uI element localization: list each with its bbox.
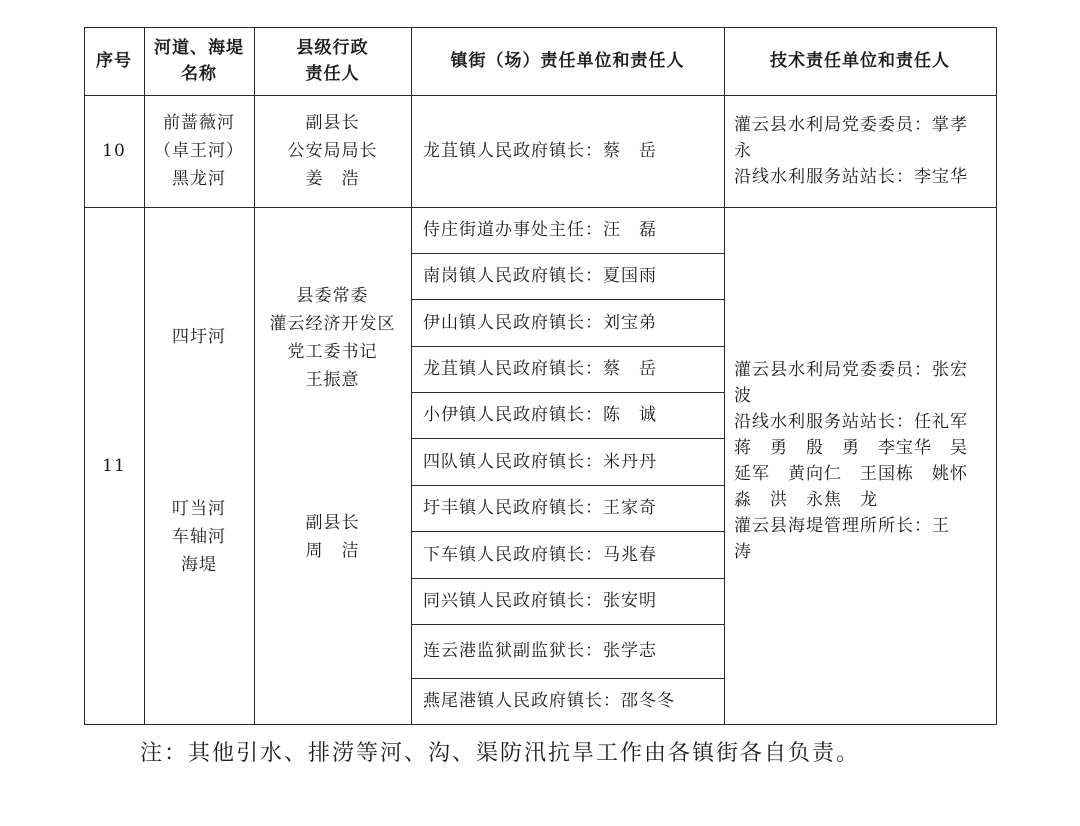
header-river-line2: 名称 (181, 64, 217, 84)
row11-tech-line5: 延军 黄向仁 王国栋 姚怀 (734, 464, 968, 484)
town-cell: 燕尾港镇人民政府镇长：邵冬冬 (423, 691, 675, 711)
town-cell: 龙苴镇人民政府镇长：蔡 岳 (423, 359, 657, 379)
row10-county-line3: 姜 浩 (305, 169, 360, 189)
row11-seq: 11 (102, 455, 126, 476)
header-river-line1: 河道、海堤 (154, 38, 244, 58)
row11-county-a-line3: 党工委书记 (287, 342, 378, 362)
row10-tech (734, 112, 988, 190)
table-rule-vertical (996, 27, 997, 725)
row11-river-b-line2: 车轴河 (172, 527, 226, 547)
header-county-line1: 县级行政 (296, 38, 369, 58)
table-rule-vertical (724, 27, 725, 725)
row10-river-line1: 前蔷薇河 (163, 113, 235, 133)
row10-tech-line1: 灌云县水利局党委委员：掌孝 (734, 115, 968, 135)
row11-tech-line1: 灌云县水利局党委委员：张宏 (734, 360, 968, 380)
header-seq: 序号 (96, 51, 132, 71)
row10-river-line2: （卓王河） (154, 141, 244, 161)
row11-county-a-line2: 灌云经济开发区 (269, 314, 396, 334)
row10-tech-line2: 永 (734, 141, 752, 161)
row11-tech-line4: 蒋 勇 殷 勇 李宝华 吴 (734, 438, 968, 458)
row11-river-b-line3: 海堤 (181, 555, 217, 575)
town-cell: 下车镇人民政府镇长：马兆春 (423, 544, 657, 565)
row10-county (254, 95, 411, 207)
row11-county-b (254, 506, 411, 568)
town-cell: 南岗镇人民政府镇长：夏国雨 (423, 266, 657, 286)
row11-river-a (144, 322, 254, 352)
row10-tech-line3: 沿线水利服务站站长：李宝华 (734, 167, 968, 187)
row10-county-line1: 副县长 (305, 113, 360, 133)
row10-county-line2: 公安局局长 (287, 141, 378, 161)
row10-river (144, 95, 254, 207)
row10-river-line3: 黑龙河 (172, 169, 226, 189)
header-town: 镇街（场）责任单位和责任人 (450, 51, 685, 71)
row11-tech-line2: 波 (734, 386, 752, 406)
row11-county-a (254, 281, 411, 395)
header-tech: 技术责任单位和责任人 (770, 51, 950, 71)
row11-tech (734, 357, 988, 565)
row11-county-b-line2: 周 洁 (305, 541, 360, 561)
header-county (254, 27, 411, 95)
row11-tech-line3: 沿线水利服务站站长：任礼军 (734, 412, 968, 432)
row11-tech-line8: 涛 (734, 542, 752, 562)
row11-county-a-line1: 县委常委 (296, 286, 369, 306)
row11-river-a-line1: 四圩河 (172, 327, 226, 347)
row11-river-b (144, 492, 254, 582)
town-cell: 连云港监狱副监狱长：张学志 (423, 641, 657, 661)
row11-tech-line7: 灌云县海堤管理所所长：王 (734, 516, 950, 536)
town-cell: 小伊镇人民政府镇长：陈 诚 (423, 405, 657, 425)
footnote: 注：其他引水、排涝等河、沟、渠防汛抗旱工作由各镇街各自负责。 (140, 741, 861, 766)
row10-seq: 10 (102, 141, 126, 161)
header-county-line2: 责任人 (305, 64, 360, 84)
table-rule-horizontal (84, 724, 997, 725)
town-cell: 四队镇人民政府镇长：米丹丹 (423, 451, 657, 472)
row10-town: 龙苴镇人民政府镇长：蔡 岳 (423, 141, 657, 161)
town-cell: 侍庄街道办事处主任：汪 磊 (423, 220, 657, 240)
town-cell: 伊山镇人民政府镇长：刘宝弟 (423, 312, 657, 333)
town-cell: 同兴镇人民政府镇长：张安明 (423, 591, 657, 611)
row11-county-b-line1: 副县长 (305, 513, 360, 533)
town-cell: 圩丰镇人民政府镇长：王家奇 (423, 498, 657, 518)
row11-river-b-line1: 叮当河 (172, 499, 226, 519)
row11-county-a-line4: 王振意 (305, 370, 360, 390)
row11-tech-line6: 淼 洪 永焦 龙 (734, 490, 878, 510)
header-river (144, 27, 254, 95)
